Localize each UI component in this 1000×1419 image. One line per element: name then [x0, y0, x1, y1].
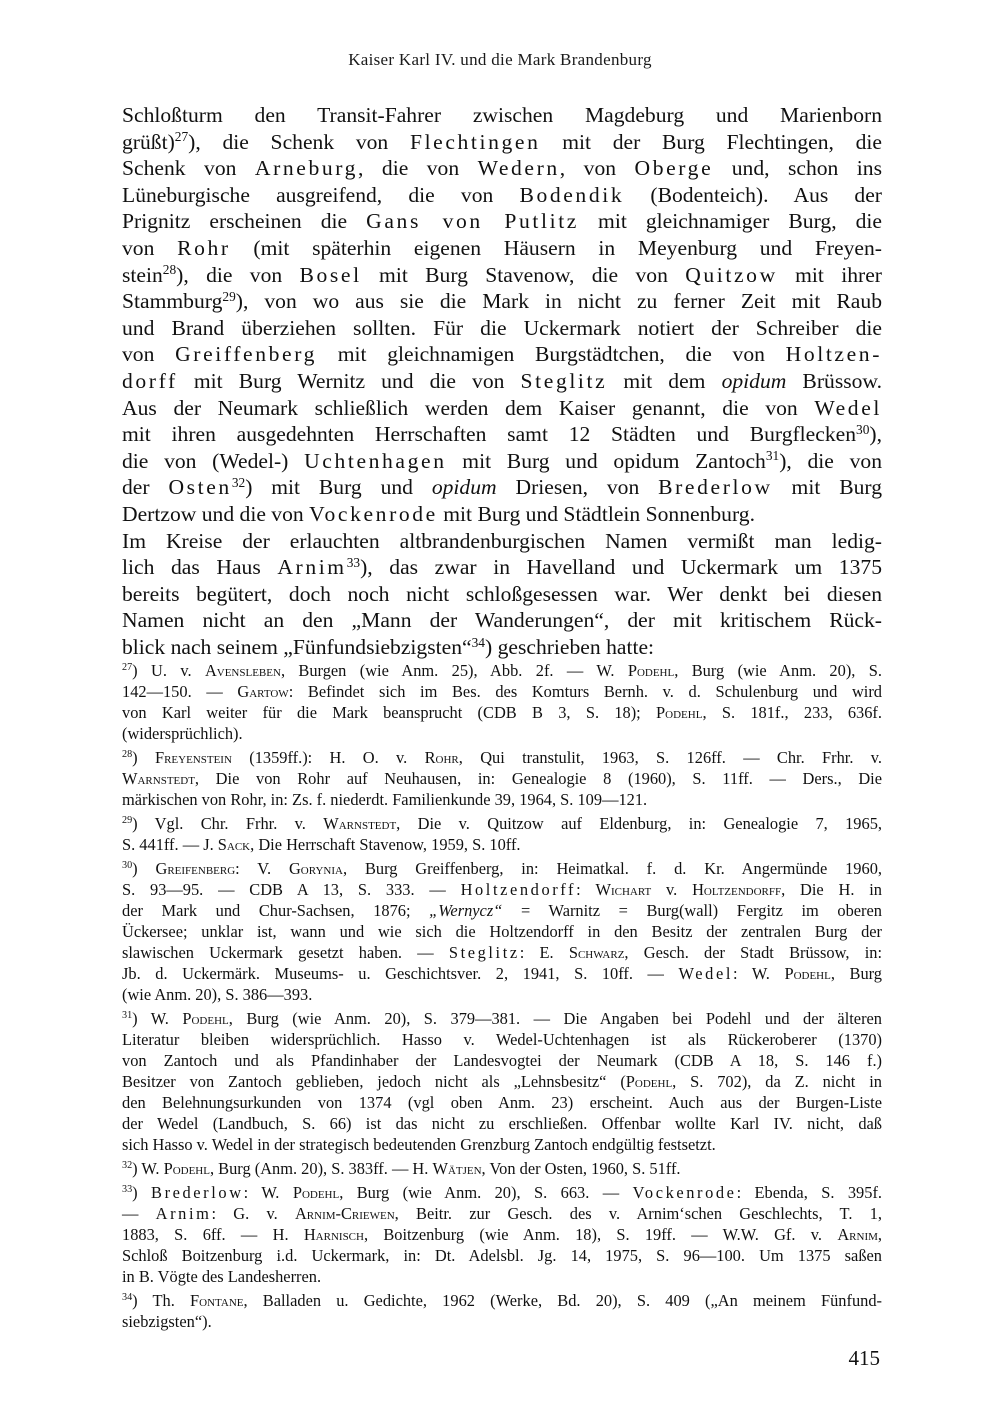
body-line: Namen nicht an den „Mann der Wanderungen“, der mit kritischem Rück-: [122, 608, 882, 633]
body-line: stein$^{28}$), die von Bosel mit Burg Stavenow, die von Quitzow mit ihrer: [122, 262, 882, 287]
body-line: Aus der Neumark schließlich werden dem Kaiser genannt, die von Wedel: [122, 395, 882, 420]
footnote-line: $^{29}$) Vgl. Chr. Frhr. v. Warnstedt, Die v. Quitzow auf Eldenburg, in: Genealogie 7, 1965,: [122, 814, 882, 833]
body-line: lich das Haus Arnim$^{33}$), das zwar in Havelland und Uckermark um 1375: [122, 554, 882, 580]
footnote-line: märkischen von Rohr, in: Zs. f. niederdt. Familienkunde 39, 1964, S. 109—121.: [122, 790, 648, 809]
footnote-line: $^{27}$) U. v. Avensleben, Burgen (wie Anm. 25), Abb. 2f. — W. Podehl, Burg (wie Anm. 20), S.: [122, 661, 882, 680]
footnote-line: Besitzer von Zantoch geblieben, jedoch nicht als „Lehnsbesitz“ (Podehl, S. 702), da Z. nicht in: [122, 1072, 882, 1091]
footnote-line: Schloß Boitzenburg i.d. Uckermark, in: Dt. Adelsbl. Jg. 14, 1975, S. 96—100. Um 1375 saßen: [122, 1246, 882, 1265]
body-line: bereits begütert, doch noch nicht schloßgesessen war. Wer denkt bei diesen: [122, 581, 882, 606]
body-line: Dertzow und die von Vockenrode mit Burg und Städtlein Sonnenburg.: [122, 501, 755, 526]
footnote-line: S. 93—95. — CDB A 13, S. 333. — Holtzendorff: Wichart v. Holtzendorff, Die H. in: [122, 880, 882, 899]
main-text-block: [122, 102, 882, 660]
footnote-line: 1883, S. 6ff. — H. Harnisch, Boitzenburg (wie Anm. 18), S. 19ff. — W.W. Gf. v. Arnim,: [122, 1225, 882, 1244]
footnote-line: der Mark und Chur-Sachsen, 1876; „Wernycz“ = Warnitz = Burg(wall) Fergitz im oberen: [122, 901, 882, 920]
footnote-line: sich Hasso v. Wedel in der strategisch bedeutenden Grenzburg Zantoch endgültig festsetzt.: [122, 1135, 716, 1154]
body-line: Schloßturm den Transit-Fahrer zwischen Magdeburg und Marienborn: [122, 103, 882, 127]
footnote-line: von Zantoch und als Pfandinhaber der Landesvogtei der Neumark (CDB A 18, S. 146 f.): [122, 1051, 882, 1070]
footnote-line: — Arnim: G. v. Arnim-Criewen, Beitr. zur Gesch. des v. Arnim‘schen Geschlechts, T. 1,: [122, 1204, 882, 1223]
body-line: Stammburg$^{29}$), von wo aus sie die Mark in nicht zu ferner Zeit mit Raub: [122, 288, 882, 314]
body-line: Im Kreise der erlauchten altbrandenburgischen Namen vermißt man ledig-: [122, 528, 882, 553]
body-line: Schenk von Arneburg, die von Wedern, von Oberge und, schon ins: [122, 156, 882, 181]
footnote-line: den Belehnungsurkunden von 1374 (vgl oben Anm. 23) erscheint. Auch aus der Burgen-Liste: [122, 1093, 882, 1112]
footnote-line: $^{30}$) Greifenberg: V. Gorynia, Burg Greiffenberg, in: Heimatkal. f. d. Kr. Angermünde 1960,: [122, 859, 882, 878]
body-line: und Brand überziehen sollten. Für die Uckermark notiert der Schreiber die: [122, 315, 882, 340]
footnote-line: slawischen Uckermark gesetzt haben. — Steglitz: E. Schwarz, Gesch. der Stadt Brüssow, in:: [122, 943, 882, 962]
body-line: blick nach seinem „Fünfundsiebzigsten“$^{34}$) geschrieben hatte:: [122, 634, 655, 659]
footnote-line: in B. Vögte des Landesherren.: [122, 1267, 322, 1286]
body-line: von Greiffenberg mit gleichnamigen Burgstädtchen, die von Holtzen-: [122, 342, 882, 367]
page-number: 415: [848, 1346, 880, 1370]
running-header: Kaiser Karl IV. und die Mark Brandenburg: [348, 50, 652, 69]
footnote-line: $^{28}$) Freyenstein (1359ff.): H. O. v. Rohr, Qui transtulit, 1963, S. 126ff. — Chr. Frhr. v.: [122, 748, 882, 767]
footnote-line: von Karl weiter für die Mark beansprucht (CDB B 3, S. 18); Podehl, S. 181f., 233, 636f.: [122, 703, 882, 722]
footnotes-block: [122, 660, 882, 1332]
footnote-line: der Wedel (Landbuch, S. 66) ist das nicht zu erschließen. Offenbar wollte Karl IV. nicht, daß: [122, 1114, 882, 1133]
footnote-line: S. 441ff. — J. Sack, Die Herrschaft Stavenow, 1959, S. 10ff.: [122, 835, 521, 854]
footnote-line: Literatur bleiben widersprüchlich. Hasso v. Wedel-Uchtenhagen ist als Rückeroberer (1370): [122, 1030, 882, 1049]
body-line: die von (Wedel-) Uchtenhagen mit Burg und opidum Zantoch$^{31}$), die von: [122, 448, 882, 473]
body-line: mit ihren ausgedehnten Herrschaften samt 12 Städten und Burgflecken$^{30}$),: [122, 421, 882, 447]
footnote-line: $^{31}$) W. Podehl, Burg (wie Anm. 20), S. 379—381. — Die Angaben bei Podehl und der älteren: [122, 1009, 883, 1028]
footnote-line: $^{32}$) W. Podehl, Burg (Anm. 20), S. 383ff. — H. Wätjen, Von der Osten, 1960, S. 51ff.: [122, 1159, 681, 1178]
footnote-line: $^{34}$) Th. Fontane, Balladen u. Gedichte, 1962 (Werke, Bd. 20), S. 409 („An meinem Fünfund-: [122, 1291, 882, 1310]
footnote-line: (widersprüchlich).: [122, 724, 243, 743]
body-line: Lüneburgische ausgreifend, die von Bodendik (Bodenteich). Aus der: [122, 182, 882, 207]
footnote-line: Jb. d. Uckermärk. Museums- u. Geschichtsver. 2, 1941, S. 10ff. — Wedel: W. Podehl, Burg: [122, 964, 882, 983]
footnote-line: siebzigsten“).: [122, 1312, 212, 1331]
footnote-line: (wie Anm. 20), S. 386—393.: [122, 985, 313, 1004]
footnote-line: Ückersee; unklar ist, wann und wie sich die Holtzendorff in den Besitz der zentralen Burg der: [122, 922, 882, 941]
footnote-line: 142—150. — Gartow: Befindet sich im Bes. des Komturs Bernh. v. d. Schulenburg und wird: [122, 682, 882, 701]
body-line: grüßt)$^{27}$), die Schenk von Flechtingen mit der Burg Flechtingen, die: [122, 129, 882, 154]
body-line: dorff mit Burg Wernitz und die von Steglitz mit dem opidum Brüssow.: [122, 368, 883, 393]
footnote-line: Warnstedt, Die von Rohr auf Neuhausen, in: Genealogie 8 (1960), S. 11ff. — Ders., Die: [122, 769, 882, 788]
body-line: der Osten$^{32}$) mit Burg und opidum Driesen, von Brederlow mit Burg: [122, 474, 882, 500]
footnote-line: $^{33}$) Brederlow: W. Podehl, Burg (wie Anm. 20), S. 663. — Vockenrode: Ebenda, S. 395f.: [122, 1183, 883, 1202]
body-line: Prignitz erscheinen die Gans von Putlitz mit gleichnamiger Burg, die: [122, 209, 882, 234]
body-line: von Rohr (mit späterhin eigenen Häusern in Meyenburg und Freyen-: [122, 235, 882, 260]
